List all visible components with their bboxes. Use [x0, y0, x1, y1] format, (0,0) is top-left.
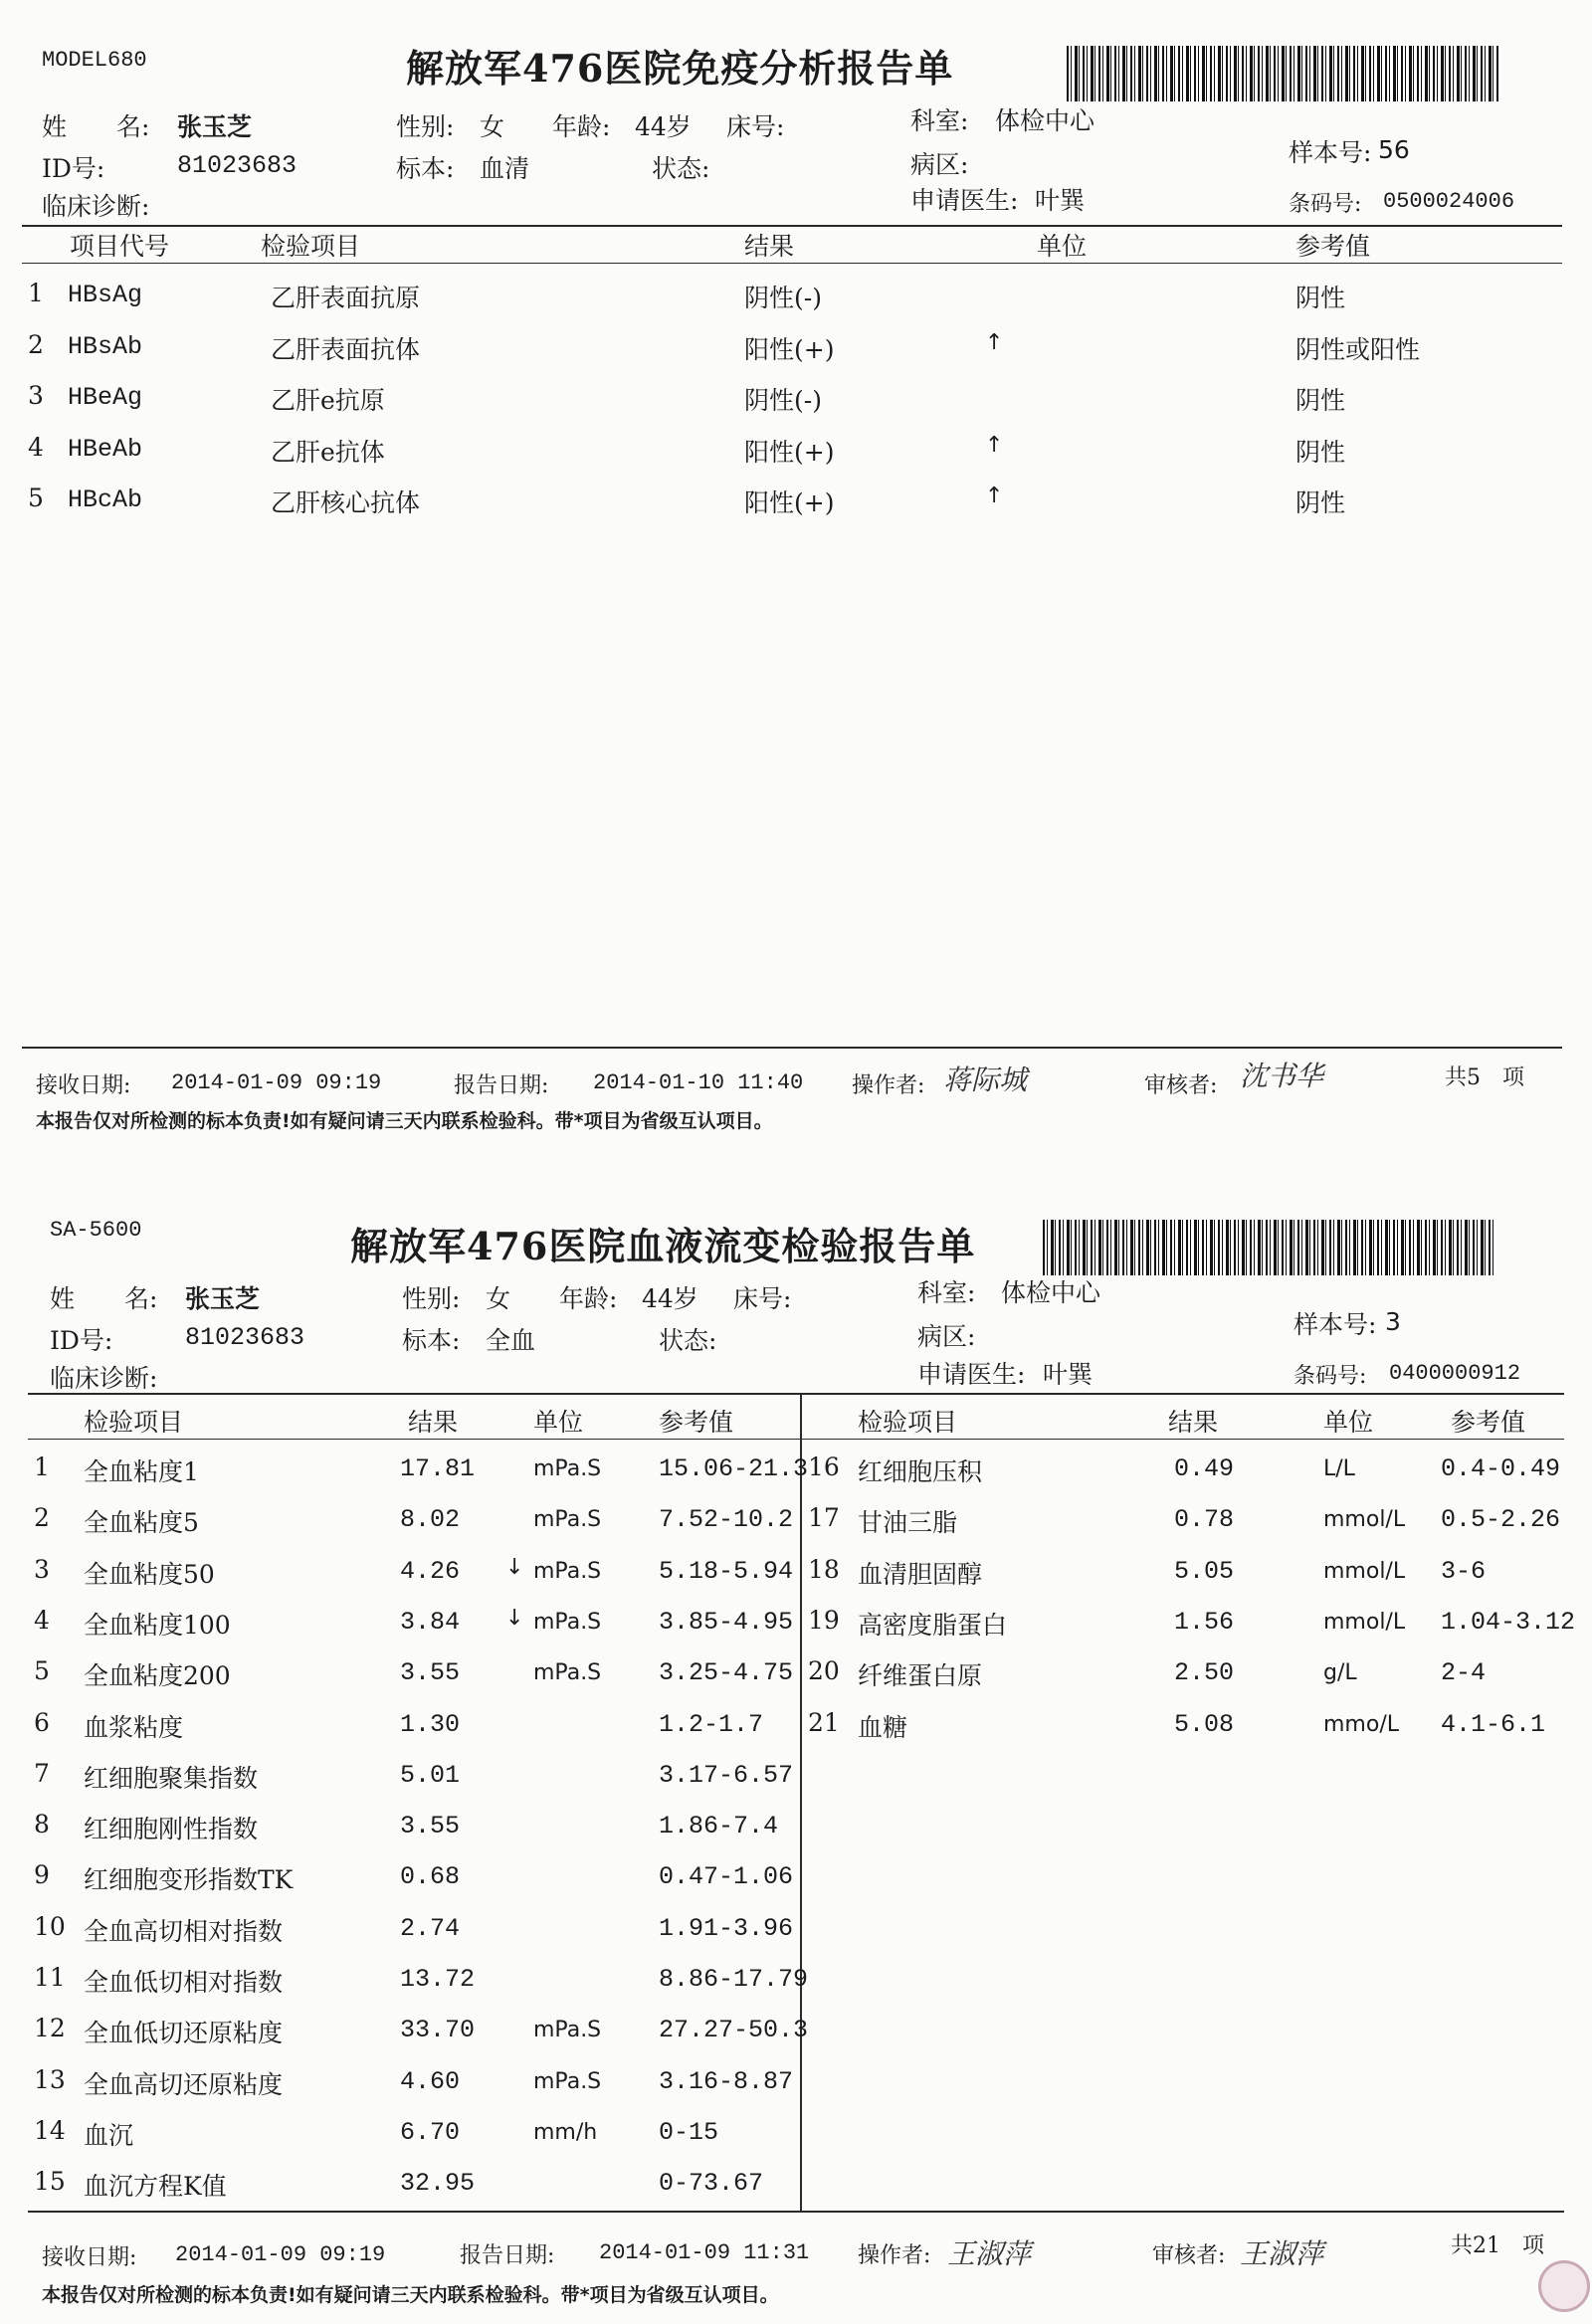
col-header-ref: 参考值 [659, 1408, 734, 1437]
barcode-value: 0500024006 [1383, 189, 1515, 214]
row-number: 3 [28, 381, 44, 410]
report-date-label: 报告日期: [460, 2243, 555, 2268]
reviewer-label: 审核者: [1152, 2243, 1226, 2268]
doctor-label: 申请医生: [910, 186, 1019, 215]
test-result: 5.05 [1174, 1556, 1235, 1586]
test-code: HBcAb [68, 485, 143, 514]
id-value: 81023683 [185, 1323, 305, 1352]
col-header-unit: 单位 [533, 1408, 584, 1437]
barcode-label: 条码号: [1294, 1364, 1367, 1389]
status-label: 状态: [659, 1326, 717, 1355]
test-item: 血沉 [84, 2120, 134, 2150]
test-item: 全血粘度5 [84, 1508, 199, 1538]
test-result: 0.49 [1174, 1454, 1235, 1483]
test-result: 阴性(-) [744, 284, 822, 312]
test-result: 6.70 [400, 2117, 461, 2147]
test-unit: mmol/L [1323, 1558, 1406, 1584]
test-result: 阳性(+) [744, 488, 835, 517]
test-result: 4.26 [400, 1556, 461, 1586]
operator-signature: 蒋际城 [943, 1064, 1028, 1096]
test-result: 13.72 [400, 1965, 476, 1994]
sample-label: 标本: [396, 154, 455, 183]
name-label: 姓 名: [50, 1284, 158, 1313]
reference-value: 阴性 [1295, 284, 1346, 312]
sample-no-value: 3 [1385, 1307, 1401, 1336]
col-header-unit-right: 单位 [1323, 1408, 1374, 1437]
reference-value: 27.27-50.3 [659, 2016, 809, 2045]
test-result: 3.55 [400, 1812, 461, 1841]
sex-value: 女 [480, 112, 505, 141]
dept-label: 科室: [910, 106, 969, 135]
test-result: 8.02 [400, 1505, 461, 1535]
report-title: 解放军476医院血液流变检验报告单 [350, 1224, 976, 1268]
row-number: 7 [34, 1758, 50, 1788]
test-code: HBeAb [68, 434, 143, 464]
barcode-image [1043, 1220, 1496, 1275]
test-item: 红细胞变形指数TK [84, 1865, 294, 1895]
col-header-result-right: 结果 [1168, 1408, 1219, 1437]
patient-name: 张玉芝 [185, 1284, 261, 1313]
row-number: 18 [808, 1554, 840, 1584]
name-label: 姓 名: [42, 112, 150, 141]
test-unit: mmol/L [1323, 1507, 1406, 1533]
reference-value: 1.86-7.4 [659, 1812, 779, 1841]
test-item: 乙肝核心抗体 [271, 488, 421, 517]
header-divider [28, 1393, 1564, 1395]
test-result: 33.70 [400, 2016, 476, 2045]
sex-label: 性别: [396, 112, 455, 141]
report-date: 2014-01-09 11:31 [599, 2240, 810, 2265]
test-item: 全血高切还原粘度 [84, 2069, 284, 2099]
reference-value: 阴性 [1295, 386, 1346, 415]
row-number: 14 [34, 2115, 66, 2145]
age-value: 44岁 [635, 112, 692, 141]
reference-value: 2-4 [1441, 1658, 1487, 1688]
test-item: 全血粘度1 [84, 1457, 199, 1486]
up-arrow-icon: ↑ [985, 432, 1004, 458]
row-number: 20 [808, 1656, 840, 1686]
doctor-value: 叶巽 [1035, 186, 1086, 215]
dept-value: 体检中心 [1001, 1278, 1101, 1307]
up-arrow-icon: ↑ [985, 484, 1004, 508]
test-item: 全血粘度50 [84, 1559, 215, 1589]
test-unit: mPa.S [533, 1507, 602, 1533]
barcode-value: 0400000912 [1389, 1361, 1521, 1386]
report-date: 2014-01-10 11:40 [593, 1070, 804, 1095]
test-item: 乙肝e抗体 [271, 437, 385, 467]
reference-value: 0-15 [659, 2117, 719, 2147]
dept-label: 科室: [917, 1278, 976, 1307]
sample-value: 全血 [486, 1326, 536, 1355]
reference-value: 1.04-3.12 [1441, 1607, 1576, 1637]
receive-date-label: 接收日期: [42, 2245, 137, 2270]
footer-divider [22, 1047, 1562, 1049]
patient-name: 张玉芝 [177, 112, 253, 141]
sample-value: 血清 [480, 154, 530, 183]
test-result: 2.74 [400, 1913, 461, 1943]
test-result: 17.81 [400, 1454, 476, 1483]
row-number: 17 [808, 1503, 840, 1533]
down-arrow-icon: ↓ [505, 1554, 524, 1580]
ward-label: 病区: [917, 1322, 976, 1351]
col-header-ref: 参考值 [1295, 232, 1371, 261]
test-item: 全血低切相对指数 [84, 1968, 284, 1997]
row-number: 1 [28, 279, 44, 307]
sample-no-label: 样本号: [1289, 138, 1372, 167]
bed-label: 床号: [733, 1284, 792, 1313]
test-result: 3.84 [400, 1607, 461, 1637]
reviewer-signature: 王淑萍 [1240, 2237, 1324, 2270]
operator-label: 操作者: [858, 2243, 931, 2268]
col-header-result: 结果 [744, 232, 795, 261]
test-unit: mmo/L [1323, 1711, 1399, 1737]
test-result: 4.60 [400, 2066, 461, 2096]
ward-label: 病区: [910, 150, 969, 179]
test-result: 阳性(+) [744, 334, 835, 364]
row-number: 16 [808, 1452, 840, 1481]
test-item: 乙肝表面抗原 [271, 284, 421, 312]
row-number: 11 [34, 1963, 66, 1992]
test-unit: L/L [1323, 1456, 1355, 1481]
test-item: 血沉方程K值 [84, 2172, 227, 2202]
col-header-result: 结果 [408, 1408, 459, 1437]
row-number: 6 [34, 1707, 50, 1737]
test-item: 甘油三脂 [858, 1508, 958, 1538]
test-unit: mPa.S [533, 1660, 602, 1686]
diagnosis-label: 临床诊断: [42, 192, 150, 221]
table-header-rule [28, 1439, 1564, 1440]
row-number: 9 [34, 1860, 50, 1890]
sample-label: 标本: [402, 1326, 461, 1355]
up-arrow-icon: ↑ [985, 329, 1004, 355]
test-result: 32.95 [400, 2169, 476, 2199]
receive-date-label: 接收日期: [36, 1073, 131, 1098]
test-unit: mPa.S [533, 2068, 602, 2094]
col-header-ref-right: 参考值 [1451, 1408, 1526, 1437]
reference-value: 3.85-4.95 [659, 1607, 794, 1637]
test-unit: mPa.S [533, 1609, 602, 1635]
reference-value: 阴性或阳性 [1295, 334, 1421, 364]
diagnosis-label: 临床诊断: [50, 1364, 158, 1393]
col-header-item: 检验项目 [84, 1408, 184, 1437]
model-label: SA-5600 [50, 1218, 142, 1243]
doctor-label: 申请医生: [917, 1360, 1026, 1389]
test-code: HBeAg [68, 383, 143, 412]
test-item: 血清胆固醇 [858, 1559, 983, 1589]
test-result: 阴性(-) [744, 386, 822, 415]
test-item: 纤维蛋白原 [858, 1661, 983, 1691]
row-number: 2 [28, 329, 44, 359]
col-header-item: 检验项目 [261, 232, 361, 261]
test-item: 红细胞聚集指数 [84, 1763, 259, 1793]
test-item: 血浆粘度 [84, 1712, 184, 1742]
row-number: 13 [34, 2064, 66, 2094]
test-item: 乙肝e抗原 [271, 386, 385, 415]
reference-value: 4.1-6.1 [1441, 1709, 1546, 1739]
test-item: 全血粘度100 [84, 1610, 231, 1640]
reference-value: 7.52-10.2 [659, 1505, 794, 1535]
reference-value: 8.86-17.79 [659, 1965, 809, 1994]
row-number: 5 [28, 484, 44, 512]
test-unit: g/L [1323, 1660, 1357, 1686]
row-number: 10 [34, 1911, 66, 1941]
test-result: 5.01 [400, 1760, 461, 1790]
operator-label: 操作者: [852, 1073, 925, 1098]
status-label: 状态: [652, 154, 710, 183]
test-code: HBsAb [68, 331, 143, 361]
down-arrow-icon: ↓ [505, 1605, 524, 1631]
bed-label: 床号: [726, 112, 785, 141]
test-unit: mmol/L [1323, 1609, 1406, 1635]
test-item: 血糖 [858, 1712, 908, 1742]
row-number: 1 [34, 1452, 50, 1481]
reference-value: 3.16-8.87 [659, 2066, 794, 2096]
barcode-label: 条码号: [1289, 192, 1362, 217]
reference-value: 0.5-2.26 [1441, 1505, 1561, 1535]
row-number: 5 [34, 1656, 50, 1686]
model-label: MODEL680 [42, 48, 147, 73]
reference-value: 1.2-1.7 [659, 1709, 764, 1739]
row-number: 19 [808, 1605, 840, 1635]
test-result: 5.08 [1174, 1709, 1235, 1739]
sample-no-label: 样本号: [1294, 1310, 1377, 1339]
test-item: 全血低切还原粘度 [84, 2019, 284, 2048]
test-result: 1.56 [1174, 1607, 1235, 1637]
test-item: 全血粘度200 [84, 1661, 231, 1691]
lab-seal [1538, 2260, 1590, 2312]
test-unit: mm/h [533, 2119, 598, 2145]
sex-value: 女 [486, 1284, 511, 1313]
report-date-label: 报告日期: [454, 1073, 549, 1098]
row-number: 3 [34, 1554, 50, 1584]
reference-value: 3.25-4.75 [659, 1658, 794, 1688]
id-label: ID号: [50, 1326, 113, 1355]
row-number: 2 [34, 1503, 50, 1533]
test-code: HBsAg [68, 281, 143, 309]
reference-value: 0-73.67 [659, 2169, 764, 2199]
column-divider [800, 1393, 802, 2211]
barcode-image [1067, 46, 1500, 101]
age-label: 年龄: [552, 112, 611, 141]
test-result: 2.50 [1174, 1658, 1235, 1688]
receive-date: 2014-01-09 09:19 [171, 1070, 382, 1095]
reference-value: 3-6 [1441, 1556, 1487, 1586]
doctor-value: 叶巽 [1043, 1360, 1094, 1389]
test-result: 0.78 [1174, 1505, 1235, 1535]
reference-value: 0.4-0.49 [1441, 1454, 1561, 1483]
footer-divider [28, 2211, 1564, 2213]
row-number: 4 [28, 432, 44, 462]
operator-signature: 王淑萍 [947, 2237, 1032, 2270]
test-item: 红细胞刚性指数 [84, 1815, 259, 1844]
sample-no-value: 56 [1378, 135, 1410, 164]
reference-value: 阴性 [1295, 488, 1346, 517]
age-value: 44岁 [642, 1284, 698, 1313]
row-number: 15 [34, 2167, 66, 2197]
age-label: 年龄: [559, 1284, 618, 1313]
row-number: 8 [34, 1810, 50, 1840]
disclaimer-note: 本报告仅对所检测的标本负责!如有疑问请三天内联系检验科。带*项目为省级互认项目。 [42, 2284, 779, 2306]
dept-value: 体检中心 [995, 106, 1095, 135]
reference-value: 1.91-3.96 [659, 1913, 794, 1943]
reference-value: 0.47-1.06 [659, 1862, 794, 1892]
total-count: 共21 项 [1451, 2233, 1544, 2258]
reviewer-label: 审核者: [1144, 1073, 1218, 1098]
reference-value: 5.18-5.94 [659, 1556, 794, 1586]
id-value: 81023683 [177, 151, 298, 180]
row-number: 4 [34, 1605, 50, 1635]
test-unit: mPa.S [533, 1456, 602, 1481]
test-item: 红细胞压积 [858, 1457, 983, 1486]
total-count: 共5 项 [1445, 1065, 1524, 1090]
reference-value: 3.17-6.57 [659, 1760, 794, 1790]
test-item: 高密度脂蛋白 [858, 1610, 1008, 1640]
reference-value: 阴性 [1295, 437, 1346, 467]
sex-label: 性别: [402, 1284, 461, 1313]
col-header-unit: 单位 [1037, 232, 1088, 261]
col-header-code: 项目代号 [70, 232, 170, 261]
col-header-item-right: 检验项目 [858, 1408, 958, 1437]
receive-date: 2014-01-09 09:19 [175, 2242, 386, 2267]
test-unit: mPa.S [533, 1558, 602, 1584]
test-item: 乙肝表面抗体 [271, 334, 421, 364]
table-header-rule [22, 263, 1562, 264]
reference-value: 15.06-21.3 [659, 1454, 809, 1483]
id-label: ID号: [42, 154, 105, 183]
test-result: 0.68 [400, 1862, 461, 1892]
test-unit: mPa.S [533, 2018, 602, 2043]
test-result: 3.55 [400, 1658, 461, 1688]
test-item: 全血高切相对指数 [84, 1916, 284, 1946]
row-number: 12 [34, 2014, 66, 2043]
disclaimer-note: 本报告仅对所检测的标本负责!如有疑问请三天内联系检验科。带*项目为省级互认项目。 [36, 1110, 773, 1132]
test-result: 阳性(+) [744, 437, 835, 467]
report-title: 解放军476医院免疫分析报告单 [406, 46, 954, 91]
reviewer-signature: 沈书华 [1240, 1060, 1324, 1092]
test-result: 1.30 [400, 1709, 461, 1739]
row-number: 21 [808, 1707, 840, 1737]
